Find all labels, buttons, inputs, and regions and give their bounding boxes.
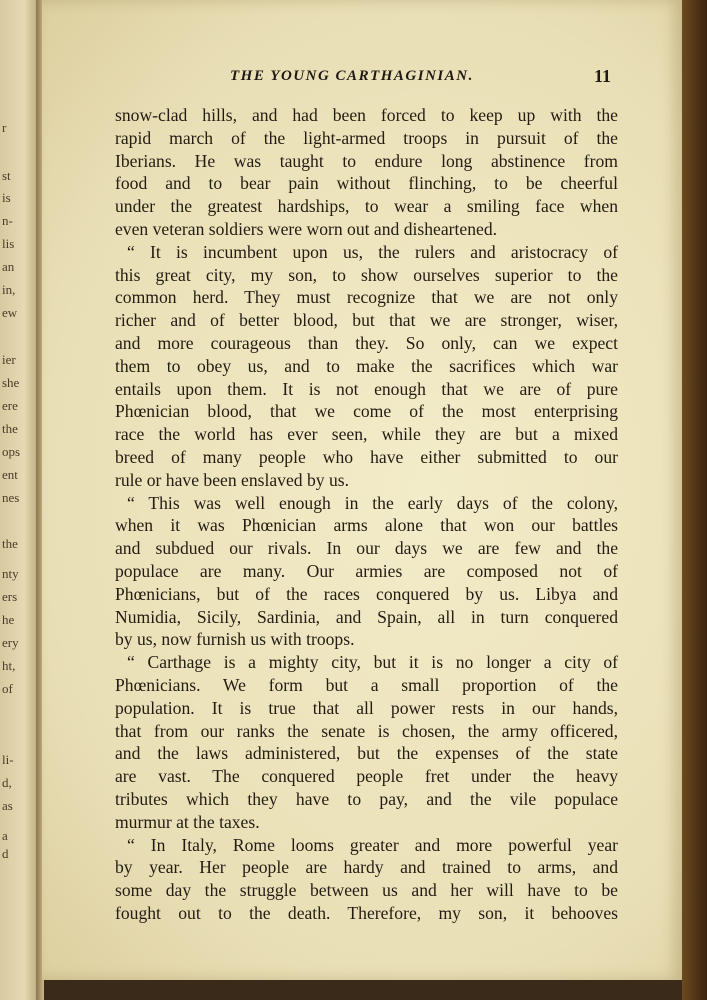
text-line: food and to bear pain without flinching, to be cheerful xyxy=(115,173,618,194)
text-line: that from our ranks the senate is chosen, the army officered, xyxy=(115,720,618,741)
text-line: this great city, my son, to show ourselves superior to the xyxy=(115,264,618,285)
text-line: even veteran soldiers were worn out and disheartened. xyxy=(115,218,498,239)
text-line: some day the struggle between us and her will have to be xyxy=(115,880,618,901)
text-line: and subdued our rivals. In our days we are few and the xyxy=(115,538,618,559)
facing-page-fragment: n- xyxy=(2,213,13,228)
book-page xyxy=(42,0,682,980)
facing-page-fragment: d, xyxy=(2,775,12,790)
text-line: “ Carthage is a mighty city, but it is no longer a city of xyxy=(127,652,618,673)
facing-page-fragment: the xyxy=(2,421,18,436)
facing-page-fragment: ht, xyxy=(2,658,16,673)
facing-page-fragment: li- xyxy=(2,752,14,767)
text-line: rule or have been enslaved by us. xyxy=(115,469,350,490)
facing-page-fragment: ier xyxy=(2,352,16,367)
facing-page-fragment: nty xyxy=(2,566,19,581)
facing-page-fragment: the xyxy=(2,536,18,551)
facing-page-fragment: an xyxy=(2,259,15,274)
text-line: fought out to the death. Therefore, my son, it behooves xyxy=(115,902,618,923)
facing-page-fragment: she xyxy=(2,375,20,390)
facing-page-fragment: a xyxy=(2,828,8,843)
facing-page-fragment: lis xyxy=(2,236,15,251)
text-line: entails upon them. It is not enough that we are of pure xyxy=(115,378,618,399)
facing-page-fragment: nes xyxy=(2,490,20,505)
facing-page-fragment: as xyxy=(2,798,13,813)
facing-page-fragment: is xyxy=(2,190,11,205)
text-line: when it was Phœnician arms alone that won our battles xyxy=(115,515,618,536)
facing-page-fragment: in, xyxy=(2,282,16,297)
facing-page-fragment: ers xyxy=(2,589,18,604)
text-line: richer and of better blood, but that we are stronger, wiser, xyxy=(115,310,618,331)
facing-page-fragment: ere xyxy=(2,398,18,413)
book-cover-edge xyxy=(682,0,707,1000)
text-line: and the laws administered, but the expenses of the state xyxy=(115,743,618,764)
body-text xyxy=(115,104,618,925)
text-line: populace are many. Our armies are composed not of xyxy=(115,560,618,581)
text-line: Phœnicians. We form but a small proportion of the xyxy=(115,674,618,695)
text-line: and more courageous than they. So only, can we expect xyxy=(115,332,618,353)
text-line: common herd. They must recognize that we are not only xyxy=(115,287,618,308)
running-title: THE YOUNG CARTHAGINIAN. xyxy=(230,68,474,84)
text-line: Phœnicians, but of the races conquered by us. Libya and xyxy=(115,583,618,604)
facing-page-fragment: he xyxy=(2,612,15,627)
text-line: Phœnician blood, that we come of the most enterprising xyxy=(115,401,618,422)
text-line: by year. Her people are hardy and trained to arms, and xyxy=(115,857,618,878)
text-line: are vast. The conquered people fret under the heavy xyxy=(115,766,618,787)
facing-page-edge xyxy=(0,0,40,1000)
text-line: race the world has ever seen, while they are but a mixed xyxy=(115,424,618,445)
text-line: “ In Italy, Rome looms greater and more powerful year xyxy=(127,834,618,855)
text-line: “ This was well enough in the early days of the colony, xyxy=(127,492,618,513)
facing-page-fragment: r xyxy=(2,120,7,135)
facing-page-fragment: d xyxy=(2,846,9,861)
facing-page-fragment: st xyxy=(2,168,11,183)
text-line: murmur at the taxes. xyxy=(115,811,260,832)
facing-page-fragment: ew xyxy=(2,305,18,320)
page-number: 11 xyxy=(594,66,612,86)
text-line: “ It is incumbent upon us, the rulers and aristocracy of xyxy=(127,241,618,262)
text-line: them to obey us, and to make the sacrifices which war xyxy=(115,355,618,376)
text-line: by us, now furnish us with troops. xyxy=(115,629,355,650)
text-line: Iberians. He was taught to endure long abstinence from xyxy=(115,150,618,171)
text-line: rapid march of the light-armed troops in pursuit of the xyxy=(115,127,618,148)
text-line: breed of many people who have either submitted to our xyxy=(115,446,618,467)
text-line: under the greatest hardships, to wear a smiling face when xyxy=(115,196,618,217)
text-line: population. It is true that all power rests in our hands, xyxy=(115,697,618,718)
facing-page-fragment: of xyxy=(2,681,13,696)
text-line: tributes which they have to pay, and the vile populace xyxy=(115,788,618,809)
facing-page-fragment: ery xyxy=(2,635,19,650)
running-header xyxy=(42,68,682,92)
facing-page-fragment: ent xyxy=(2,467,18,482)
facing-page-fragment: ops xyxy=(2,444,21,459)
text-line: snow-clad hills, and had been forced to keep up with the xyxy=(115,105,618,125)
text-line: Numidia, Sicily, Sardinia, and Spain, all in turn conquered xyxy=(115,606,618,627)
